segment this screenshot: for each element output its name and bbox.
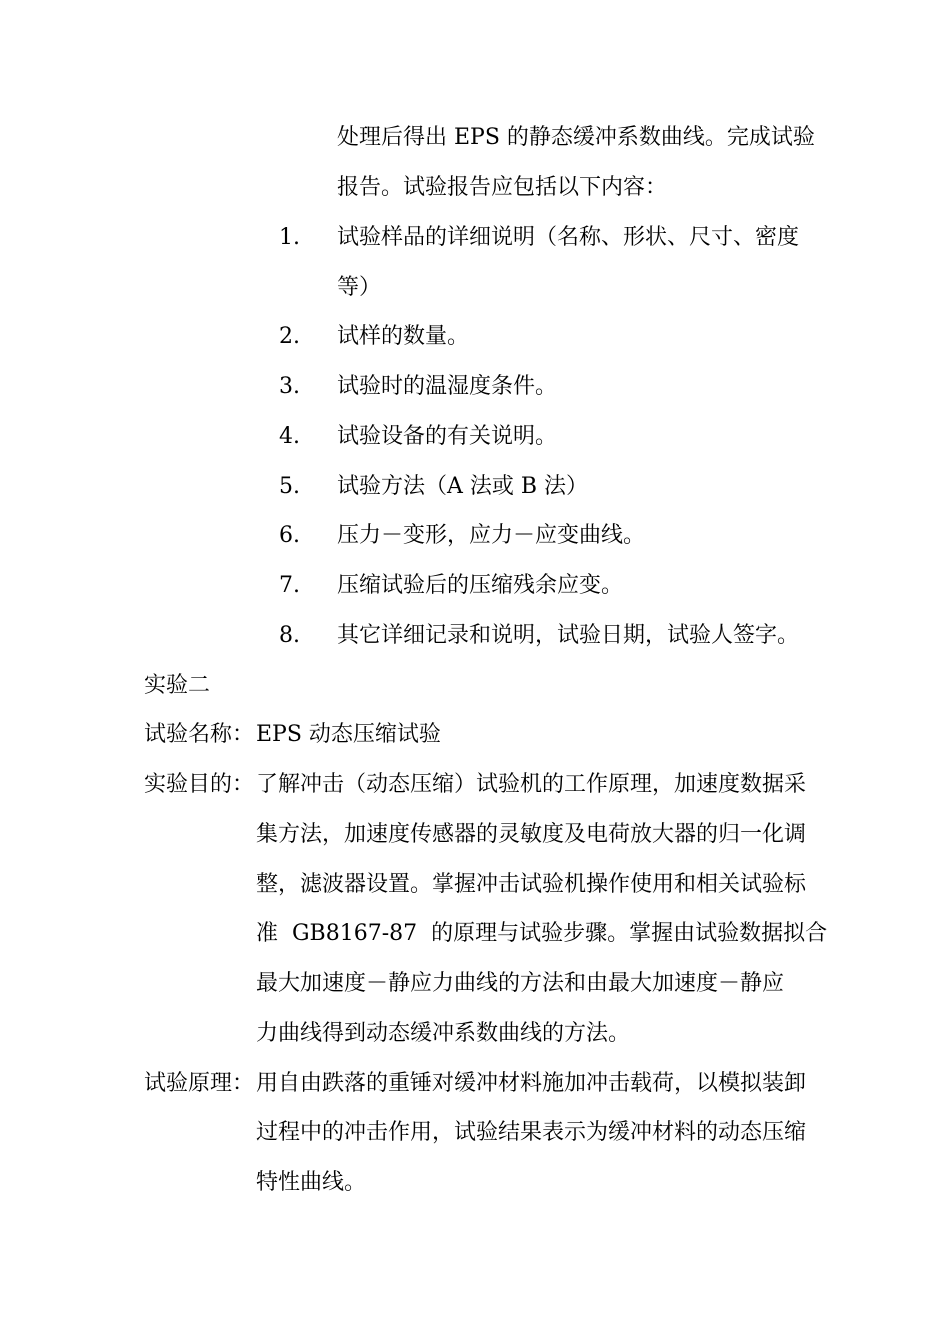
- purpose-line: 了解冲击（动态压缩）试验机的工作原理，加速度数据采: [256, 772, 807, 797]
- purpose-line: 准 GB8167-87 的原理与试验步骤。掌握由试验数据拟合: [256, 921, 828, 946]
- paragraph-line: 报告。试验报告应包括以下内容：: [337, 175, 668, 200]
- list-item-text: 压力－变形，应力－应变曲线。: [337, 523, 646, 548]
- list-item-text: 压缩试验后的压缩残余应变。: [337, 573, 624, 598]
- principle-label: 试验原理：: [144, 1071, 255, 1096]
- list-item-text: 试样的数量。: [337, 324, 470, 349]
- name-label: 试验名称：: [144, 722, 255, 747]
- list-item-text: 其它详细记录和说明，试验日期，试验人签字。: [337, 623, 800, 648]
- list-number: 6.: [279, 523, 300, 548]
- list-item-text: 试验样品的详细说明（名称、形状、尺寸、密度: [337, 225, 800, 250]
- list-number: 8.: [279, 623, 300, 648]
- list-number: 3.: [279, 374, 300, 399]
- list-item-text: 试验设备的有关说明。: [337, 424, 558, 449]
- purpose-line: 最大加速度－静应力曲线的方法和由最大加速度－静应: [256, 971, 785, 996]
- purpose-label: 实验目的：: [144, 772, 255, 797]
- list-number: 2.: [279, 324, 300, 349]
- list-number: 1.: [279, 225, 300, 250]
- purpose-line: 集方法，加速度传感器的灵敏度及电荷放大器的归一化调: [256, 822, 807, 847]
- list-number: 5.: [279, 474, 300, 499]
- list-item-text: 等）: [337, 275, 382, 300]
- purpose-line: 力曲线得到动态缓冲系数曲线的方法。: [256, 1021, 631, 1046]
- principle-line: 过程中的冲击作用，试验结果表示为缓冲材料的动态压缩: [256, 1120, 807, 1145]
- purpose-line: 整，滤波器设置。掌握冲击试验机操作使用和相关试验标: [256, 872, 807, 897]
- list-number: 7.: [279, 573, 300, 598]
- paragraph-line: 处理后得出 EPS 的静态缓冲系数曲线。完成试验: [337, 125, 815, 150]
- list-item-text: 试验方法（A 法或 B 法）: [337, 474, 589, 499]
- list-item-text: 试验时的温湿度条件。: [337, 374, 558, 399]
- list-number: 4.: [279, 424, 300, 449]
- principle-line: 用自由跌落的重锤对缓冲材料施加冲击载荷，以模拟装卸: [256, 1071, 807, 1096]
- principle-line: 特性曲线。: [256, 1170, 367, 1195]
- name-value: EPS 动态压缩试验: [256, 722, 441, 747]
- section-heading: 实验二: [144, 673, 211, 698]
